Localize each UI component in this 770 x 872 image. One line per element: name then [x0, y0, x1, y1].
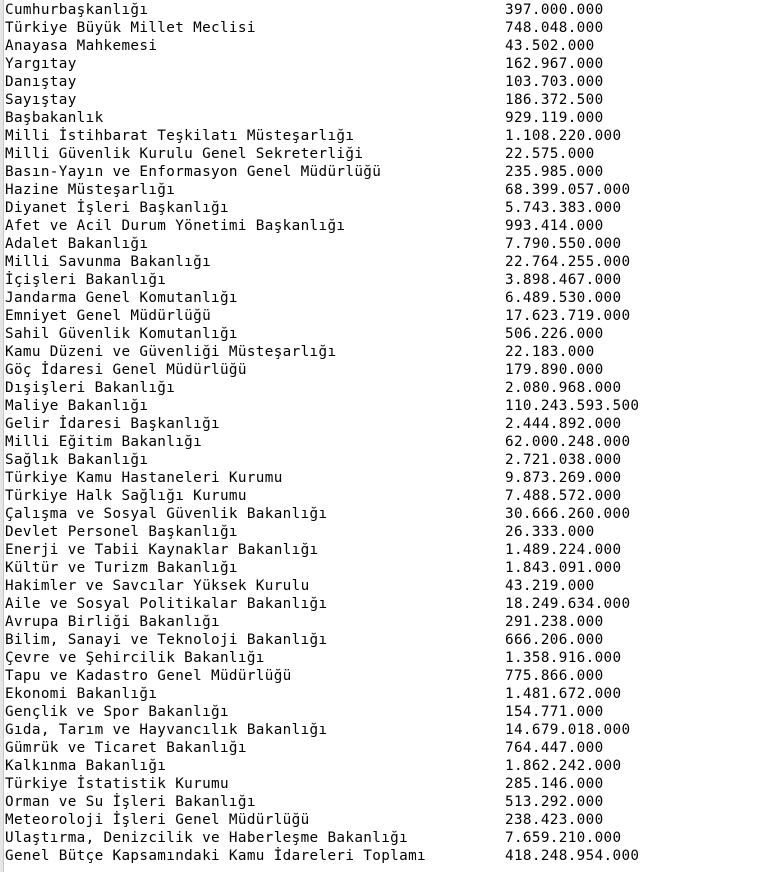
institution-name: Dışişleri Bakanlığı — [5, 380, 176, 396]
institution-name: Milli Güvenlik Kurulu Genel Sekreterliği — [5, 146, 364, 162]
institution-name: Gıda, Tarım ve Hayvancılık Bakanlığı — [5, 722, 328, 738]
table-row — [5, 415, 765, 433]
institution-name: Türkiye Halk Sağlığı Kurumu — [5, 488, 247, 504]
budget-amount: 7.790.550.000 — [505, 236, 622, 252]
table-row — [5, 73, 765, 91]
budget-amount: 22.764.255.000 — [505, 254, 631, 270]
institution-name: Hazine Müsteşarlığı — [5, 182, 176, 198]
institution-name: Orman ve Su İşleri Bakanlığı — [5, 794, 256, 810]
budget-amount: 666.206.000 — [505, 632, 604, 648]
budget-amount: 43.219.000 — [505, 578, 595, 594]
table-row — [5, 253, 765, 271]
budget-amount: 513.292.000 — [505, 794, 604, 810]
institution-name: Sayıştay — [5, 92, 77, 108]
table-row — [5, 361, 765, 379]
table-row — [5, 793, 765, 811]
table-row — [5, 91, 765, 109]
budget-amount: 775.866.000 — [505, 668, 604, 684]
table-row — [5, 829, 765, 847]
budget-amount: 154.771.000 — [505, 704, 604, 720]
institution-name: Sağlık Bakanlığı — [5, 452, 149, 468]
table-row — [5, 325, 765, 343]
table-row — [5, 775, 765, 793]
budget-amount: 6.489.530.000 — [505, 290, 622, 306]
institution-name: Ekonomi Bakanlığı — [5, 686, 158, 702]
table-row — [5, 397, 765, 415]
budget-amount: 3.898.467.000 — [505, 272, 622, 288]
table-row — [5, 595, 765, 613]
institution-name: Türkiye Kamu Hastaneleri Kurumu — [5, 470, 283, 486]
institution-name: Gelir İdaresi Başkanlığı — [5, 416, 220, 432]
budget-amount: 7.488.572.000 — [505, 488, 622, 504]
table-row — [5, 289, 765, 307]
institution-name: Emniyet Genel Müdürlüğü — [5, 308, 212, 324]
table-row — [5, 217, 765, 235]
institution-name: Kültür ve Turizm Bakanlığı — [5, 560, 238, 576]
budget-amount: 22.575.000 — [505, 146, 595, 162]
institution-name: Yargıtay — [5, 56, 77, 72]
budget-amount: 7.659.210.000 — [505, 830, 622, 846]
table-row — [5, 127, 765, 145]
institution-name: Anayasa Mahkemesi — [5, 38, 158, 54]
table-row — [5, 163, 765, 181]
table-row — [5, 631, 765, 649]
table-row — [5, 667, 765, 685]
institution-name: Hakimler ve Savcılar Yüksek Kurulu — [5, 578, 310, 594]
budget-amount: 162.967.000 — [505, 56, 604, 72]
budget-amount: 9.873.269.000 — [505, 470, 622, 486]
table-row — [5, 721, 765, 739]
budget-amount: 291.238.000 — [505, 614, 604, 630]
institution-name: Cumhurbaşkanlığı — [5, 2, 149, 18]
budget-amount: 235.985.000 — [505, 164, 604, 180]
table-row — [5, 577, 765, 595]
budget-amount: 186.372.500 — [505, 92, 604, 108]
table-row — [5, 649, 765, 667]
institution-name: Kamu Düzeni ve Güvenliği Müsteşarlığı — [5, 344, 337, 360]
table-row — [5, 307, 765, 325]
institution-name: Gümrük ve Ticaret Bakanlığı — [5, 740, 247, 756]
institution-name: Milli Savunma Bakanlığı — [5, 254, 212, 270]
budget-amount: 748.048.000 — [505, 20, 604, 36]
table-row — [5, 505, 765, 523]
table-row — [5, 271, 765, 289]
table-row — [5, 199, 765, 217]
table-row — [5, 685, 765, 703]
budget-amount: 1.489.224.000 — [505, 542, 622, 558]
institution-name: Tapu ve Kadastro Genel Müdürlüğü — [5, 668, 292, 684]
budget-amount: 1.862.242.000 — [505, 758, 622, 774]
institution-name: Afet ve Acil Durum Yönetimi Başkanlığı — [5, 218, 346, 234]
budget-amount: 68.399.057.000 — [505, 182, 631, 198]
table-row — [5, 1, 765, 19]
table-row — [5, 19, 765, 37]
institution-name: Enerji ve Tabii Kaynaklar Bakanlığı — [5, 542, 319, 558]
institution-name: Basın-Yayın ve Enformasyon Genel Müdürlüğü — [5, 164, 382, 180]
table-row — [5, 379, 765, 397]
institution-name: Aile ve Sosyal Politikalar Bakanlığı — [5, 596, 328, 612]
institution-name: Ulaştırma, Denizcilik ve Haberleşme Bakanlığı — [5, 830, 409, 846]
institution-name: Jandarma Genel Komutanlığı — [5, 290, 238, 306]
budget-amount: 764.447.000 — [505, 740, 604, 756]
institution-name: Çevre ve Şehircilik Bakanlığı — [5, 650, 265, 666]
budget-amount: 506.226.000 — [505, 326, 604, 342]
institution-name: Bilim, Sanayi ve Teknoloji Bakanlığı — [5, 632, 328, 648]
table-row — [5, 613, 765, 631]
window-left-edge — [0, 0, 4, 872]
institution-name: Adalet Bakanlığı — [5, 236, 149, 252]
budget-amount: 30.666.260.000 — [505, 506, 631, 522]
budget-amount: 285.146.000 — [505, 776, 604, 792]
institution-name: Milli Eğitim Bakanlığı — [5, 434, 203, 450]
institution-name: Devlet Personel Başkanlığı — [5, 524, 238, 540]
budget-amount: 1.843.091.000 — [505, 560, 622, 576]
budget-amount: 17.623.719.000 — [505, 308, 631, 324]
institution-name: Meteoroloji İşleri Genel Müdürlüğü — [5, 812, 310, 828]
institution-name: Diyanet İşleri Başkanlığı — [5, 200, 229, 216]
institution-name: Sahil Güvenlik Komutanlığı — [5, 326, 238, 342]
budget-amount: 418.248.954.000 — [505, 848, 640, 864]
budget-amount: 103.703.000 — [505, 74, 604, 90]
institution-name: Başbakanlık — [5, 110, 104, 126]
table-row — [5, 55, 765, 73]
table-row — [5, 847, 765, 865]
budget-amount: 18.249.634.000 — [505, 596, 631, 612]
institution-name: Çalışma ve Sosyal Güvenlik Bakanlığı — [5, 506, 328, 522]
budget-amount: 2.444.892.000 — [505, 416, 622, 432]
institution-name: Gençlik ve Spor Bakanlığı — [5, 704, 229, 720]
table-row — [5, 235, 765, 253]
budget-table — [5, 1, 765, 865]
table-row — [5, 469, 765, 487]
budget-amount: 179.890.000 — [505, 362, 604, 378]
table-row — [5, 37, 765, 55]
budget-amount: 62.000.248.000 — [505, 434, 631, 450]
table-row — [5, 487, 765, 505]
institution-name: İçişleri Bakanlığı — [5, 272, 167, 288]
budget-amount: 1.358.916.000 — [505, 650, 622, 666]
table-row — [5, 811, 765, 829]
budget-amount: 43.502.000 — [505, 38, 595, 54]
table-row — [5, 559, 765, 577]
institution-name: Avrupa Birliği Bakanlığı — [5, 614, 220, 630]
institution-name: Kalkınma Bakanlığı — [5, 758, 167, 774]
budget-amount: 1.108.220.000 — [505, 128, 622, 144]
institution-name: Maliye Bakanlığı — [5, 398, 149, 414]
budget-amount: 2.080.968.000 — [505, 380, 622, 396]
table-row — [5, 433, 765, 451]
budget-amount: 238.423.000 — [505, 812, 604, 828]
table-row — [5, 451, 765, 469]
budget-amount: 929.119.000 — [505, 110, 604, 126]
institution-name: Türkiye Büyük Millet Meclisi — [5, 20, 256, 36]
institution-name: Danıştay — [5, 74, 77, 90]
institution-name: Milli İstihbarat Teşkilatı Müsteşarlığı — [5, 128, 355, 144]
budget-amount: 993.414.000 — [505, 218, 604, 234]
table-row — [5, 181, 765, 199]
table-row — [5, 343, 765, 361]
budget-amount: 26.333.000 — [505, 524, 595, 540]
table-row — [5, 739, 765, 757]
table-row — [5, 703, 765, 721]
table-row — [5, 109, 765, 127]
table-row — [5, 145, 765, 163]
institution-name: Türkiye İstatistik Kurumu — [5, 776, 229, 792]
budget-amount: 1.481.672.000 — [505, 686, 622, 702]
table-row — [5, 523, 765, 541]
table-row — [5, 757, 765, 775]
budget-amount: 14.679.018.000 — [505, 722, 631, 738]
budget-amount: 110.243.593.500 — [505, 398, 640, 414]
table-row — [5, 541, 765, 559]
budget-amount: 5.743.383.000 — [505, 200, 622, 216]
budget-amount: 22.183.000 — [505, 344, 595, 360]
institution-name: Genel Bütçe Kapsamındaki Kamu İdareleri Toplamı — [5, 848, 426, 864]
institution-name: Göç İdaresi Genel Müdürlüğü — [5, 362, 247, 378]
budget-amount: 2.721.038.000 — [505, 452, 622, 468]
budget-amount: 397.000.000 — [505, 2, 604, 18]
